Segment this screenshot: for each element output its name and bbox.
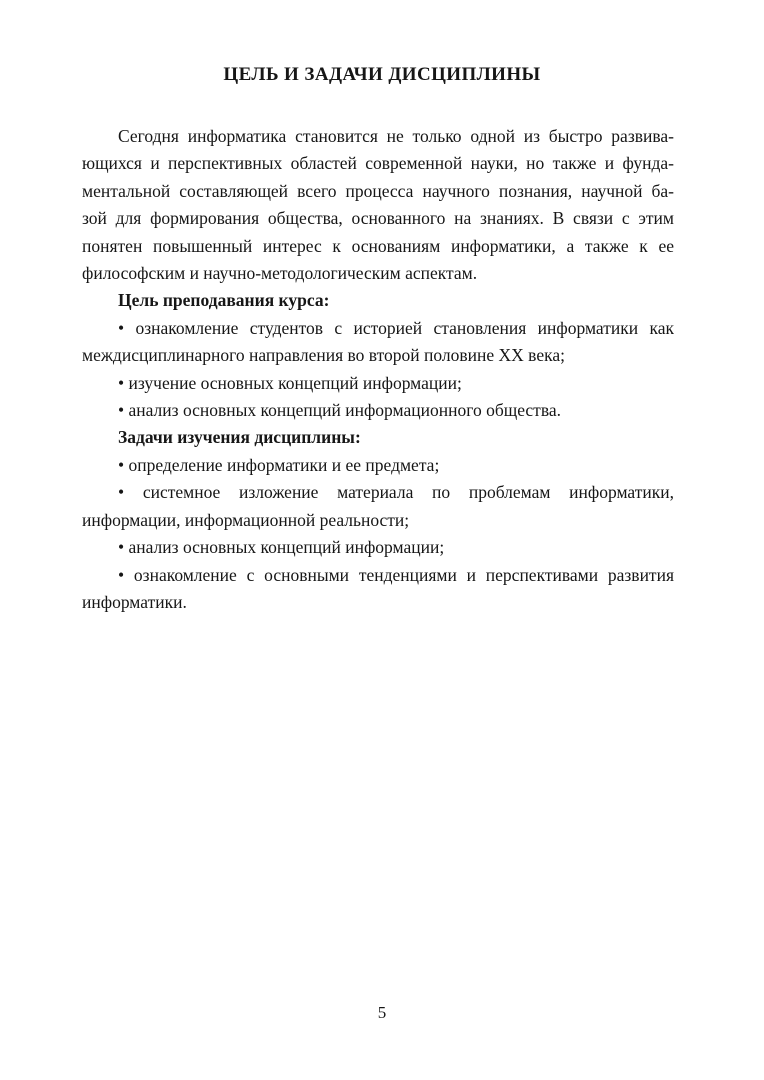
intro-line: философским и научно-методологическим аспектам. xyxy=(82,263,478,284)
goal-bullet-line: междисциплинарного направления во второй половине XX века; xyxy=(82,345,565,366)
tasks-bullet-line: • системное изложение материала по проблемам информатики, xyxy=(118,482,674,503)
goal-bullet-line: • ознакомление студентов с историей становления информатики как xyxy=(118,317,674,338)
intro-line: ментальной составляющей всего процесса научного познания, научной ба- xyxy=(82,180,674,201)
goal-bullet-line: • анализ основных концепций информационного общества. xyxy=(118,400,561,421)
goal-heading: Цель преподавания курса: xyxy=(118,290,330,311)
tasks-bullet-line: информатики. xyxy=(82,591,187,612)
page-number: 5 xyxy=(377,1003,387,1022)
goal-bullet-line: • изучение основных концепций информации; xyxy=(118,372,462,393)
tasks-bullet-line: информации, информационной реальности; xyxy=(82,509,410,530)
tasks-bullet-line: • определение информатики и ее предмета; xyxy=(118,454,440,475)
intro-line: ющихся и перспективных областей современной науки, но также и фунда- xyxy=(82,153,674,174)
tasks-heading: Задачи изучения дисциплины: xyxy=(118,427,361,448)
tasks-bullet-line: • анализ основных концепций информации; xyxy=(118,537,445,558)
intro-line: понятен повышенный интерес к основаниям информатики, а также к ее xyxy=(82,235,674,256)
intro-line: Сегодня информатика становится не только одной из быстро развива- xyxy=(118,126,674,146)
document-body xyxy=(82,123,674,616)
page-title: ЦЕЛЬ И ЗАДАЧИ ДИСЦИПЛИНЫ xyxy=(223,64,541,85)
intro-line: зой для формирования общества, основанного на знаниях. В связи с этим xyxy=(82,208,674,229)
tasks-bullet-line: • ознакомление с основными тенденциями и перспективами развития xyxy=(118,564,674,585)
